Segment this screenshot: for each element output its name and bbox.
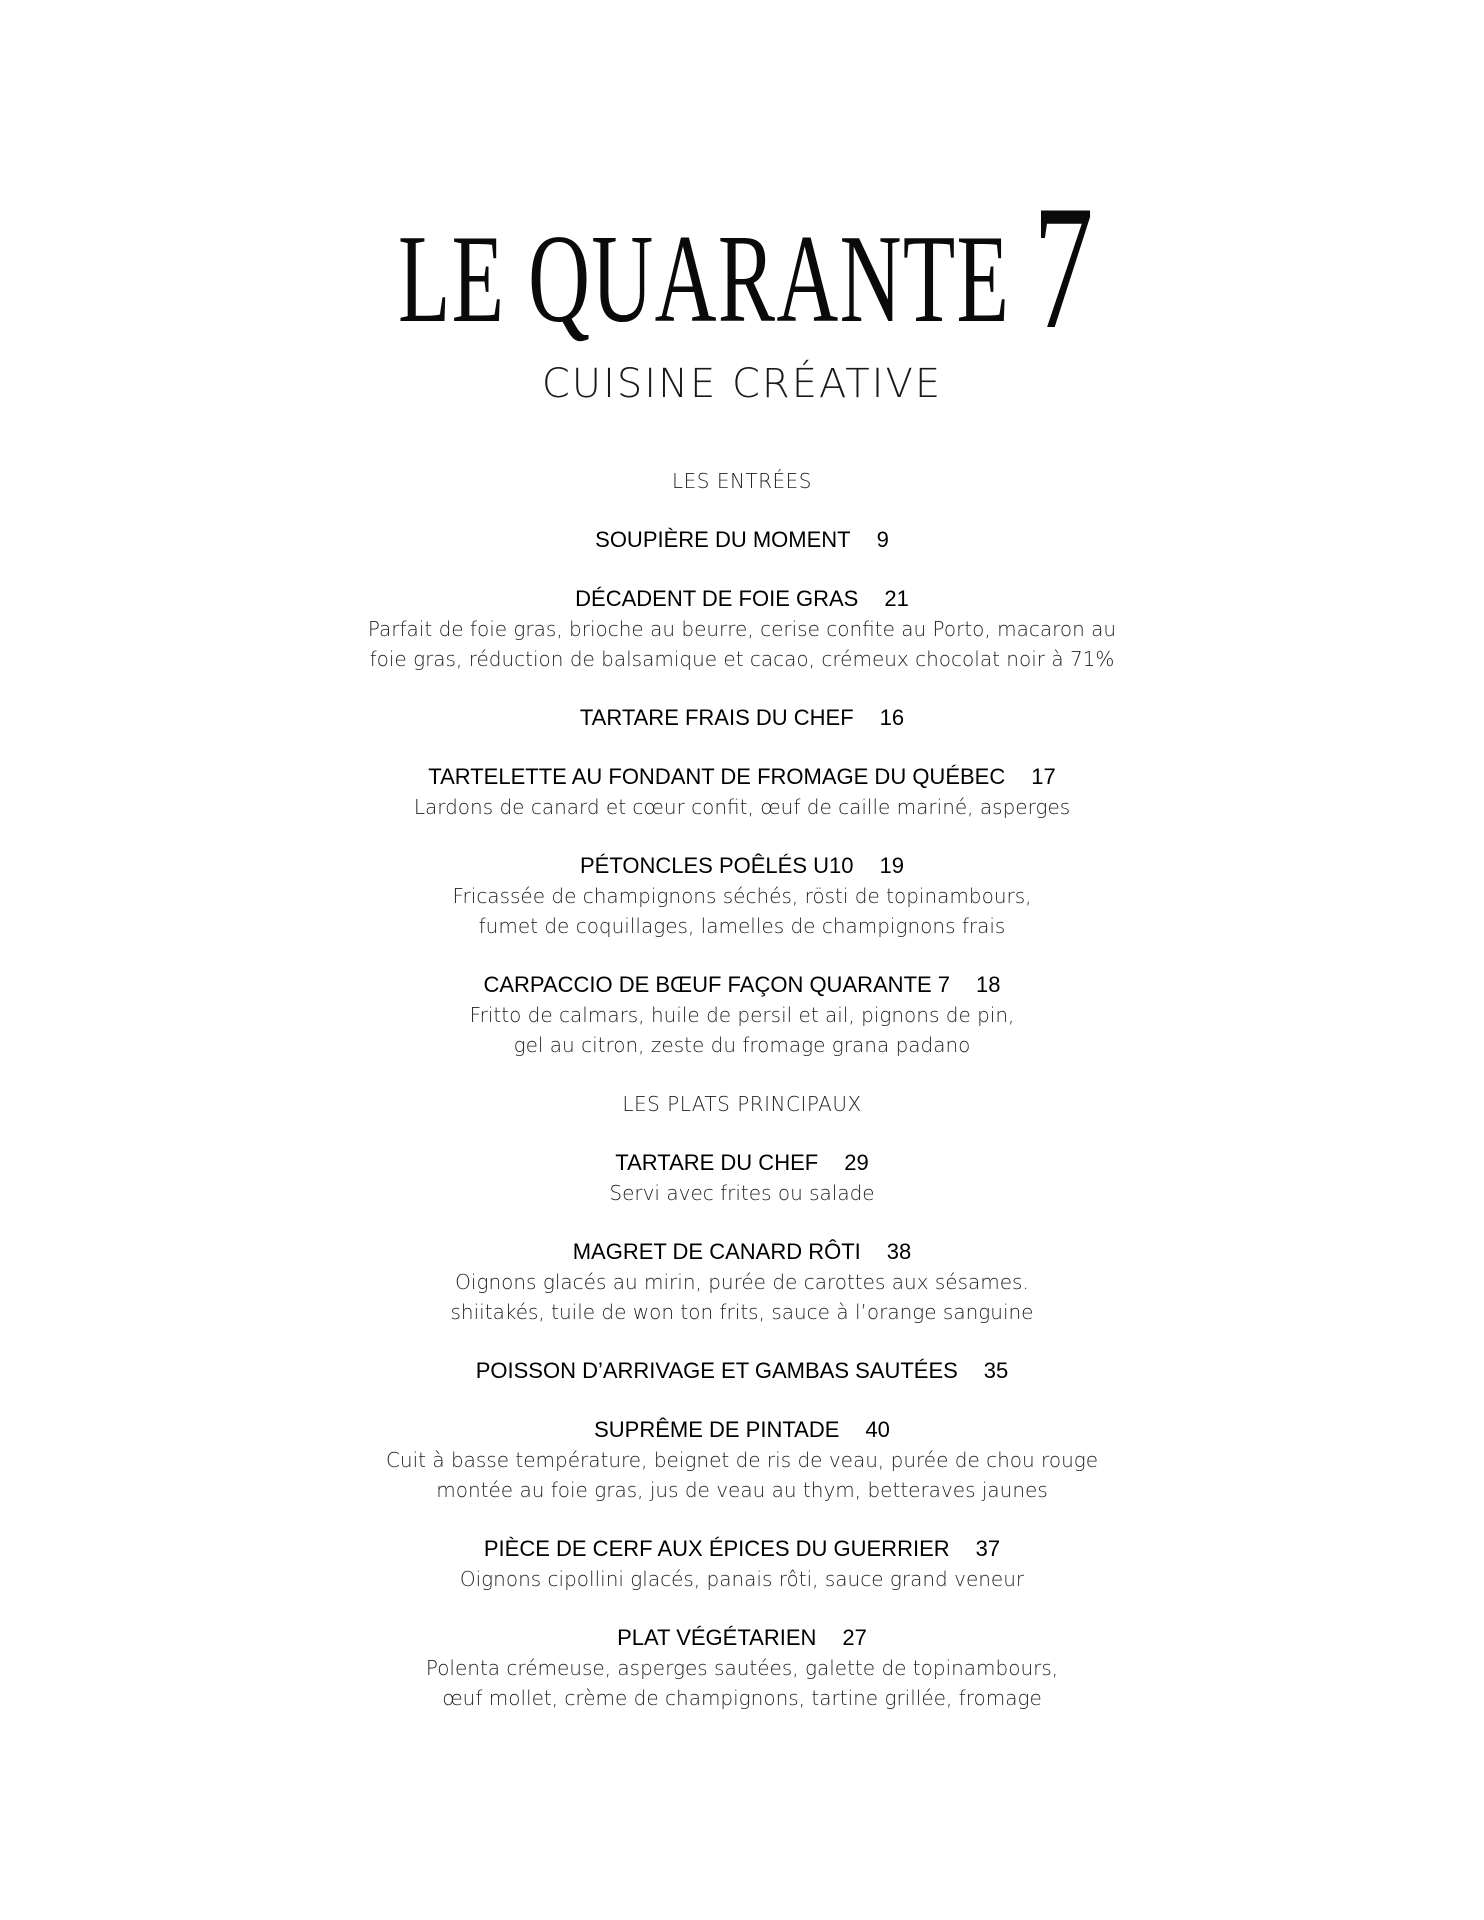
logo-name: LE QUARANTE	[397, 210, 1010, 349]
menu-item-heading	[0, 1623, 1484, 1653]
menu-item-name: POISSON D’ARRIVAGE ET GAMBAS SAUTÉES	[475, 1358, 958, 1383]
menu-item-heading	[0, 1237, 1484, 1267]
menu-item-name: CARPACCIO DE BŒUF FAÇON QUARANTE 7	[483, 972, 951, 997]
menu-item-name: TARTARE DU CHEF	[615, 1150, 819, 1175]
menu-item-price: 27	[842, 1625, 867, 1650]
restaurant-tagline: CUISINE CRÉATIVE	[541, 361, 943, 407]
menu-item-name: SUPRÊME DE PINTADE	[594, 1417, 840, 1442]
menu-item-price: 16	[879, 705, 905, 730]
menu-item-description: gel au citron, zeste du fromage grana padano	[513, 1033, 971, 1057]
menu-item-heading	[0, 525, 1484, 555]
menu-item	[0, 1534, 1484, 1594]
logo-wordmark	[397, 168, 1095, 366]
menu-item-description: fumet de coquillages, lamelles de champignons frais	[478, 914, 1006, 938]
menu-item-description: Fritto de calmars, huile de persil et ail, pignons de pin,	[469, 1003, 1015, 1027]
restaurant-logo	[0, 168, 1484, 366]
menu-item-heading	[0, 970, 1484, 1000]
menu-item-heading	[0, 703, 1484, 733]
menu-item	[0, 1148, 1484, 1208]
section-title-plats: LES PLATS PRINCIPAUX	[622, 1092, 862, 1116]
menu-item	[0, 851, 1484, 941]
logo-number: 7	[1032, 168, 1095, 366]
menu-item-price: 38	[886, 1239, 912, 1264]
menu-item-name: TARTARE FRAIS DU CHEF	[579, 705, 854, 730]
menu-item-heading	[0, 584, 1484, 614]
menu-item-description: Oignons cipollini glacés, panais rôti, sauce grand veneur	[459, 1567, 1025, 1591]
menu-item-description: shiitakés, tuile de won ton frits, sauce à l’orange sanguine	[450, 1300, 1034, 1324]
menu-content	[0, 466, 1484, 1713]
menu-item-heading	[0, 1415, 1484, 1445]
menu-item	[0, 1237, 1484, 1327]
menu-item-heading	[0, 1534, 1484, 1564]
menu-item	[0, 1356, 1484, 1386]
menu-item-name: MAGRET DE CANARD RÔTI	[572, 1239, 861, 1264]
menu-item-description: foie gras, réduction de balsamique et cacao, crémeux chocolat noir à 71%	[369, 647, 1115, 671]
menu-item-description: Servi avec frites ou salade	[609, 1181, 875, 1205]
menu-item-name: SOUPIÈRE DU MOMENT	[595, 527, 851, 552]
menu-item	[0, 525, 1484, 555]
menu-item-name: DÉCADENT DE FOIE GRAS	[575, 586, 859, 611]
menu-item	[0, 762, 1484, 822]
menu-item-description: Polenta crémeuse, asperges sautées, galette de topinambours,	[425, 1656, 1059, 1680]
menu-item	[0, 970, 1484, 1060]
menu-item	[0, 1415, 1484, 1505]
menu-item-price: 40	[865, 1417, 890, 1442]
menu-item-description: Lardons de canard et cœur confit, œuf de caille mariné, asperges	[413, 795, 1071, 819]
menu-item-heading	[0, 762, 1484, 792]
menu-item-heading	[0, 1356, 1484, 1386]
menu-item-price: 21	[884, 586, 909, 611]
section-title-entrees: LES ENTRÉES	[671, 469, 812, 493]
menu-item-name: PIÈCE DE CERF AUX ÉPICES DU GUERRIER	[483, 1536, 950, 1561]
menu-item-description: Parfait de foie gras, brioche au beurre, cerise confite au Porto, macaron au	[367, 617, 1117, 641]
menu-item-name: TARTELETTE AU FONDANT DE FROMAGE DU QUÉBEC	[428, 764, 1006, 789]
menu-item	[0, 1623, 1484, 1713]
menu-item-description: œuf mollet, crème de champignons, tartine grillée, fromage	[442, 1686, 1042, 1710]
menu-item-price: 17	[1031, 764, 1056, 789]
menu-item-description: Cuit à basse température, beignet de ris de veau, purée de chou rouge	[385, 1448, 1099, 1472]
menu-item-description: montée au foie gras, jus de veau au thym, betteraves jaunes	[436, 1478, 1048, 1502]
menu-item	[0, 584, 1484, 674]
menu-item-price: 9	[876, 527, 889, 552]
menu-item-description: Oignons glacés au mirin, purée de carottes aux sésames.	[455, 1270, 1029, 1294]
menu-item-name: PÉTONCLES POÊLÉS U10	[580, 853, 854, 878]
menu-item-price: 37	[975, 1536, 1001, 1561]
menu-item	[0, 703, 1484, 733]
menu-item-heading	[0, 851, 1484, 881]
menu-item-description: Fricassée de champignons séchés, rösti de topinambours,	[452, 884, 1032, 908]
menu-item-price: 18	[976, 972, 1001, 997]
menu-item-heading	[0, 1148, 1484, 1178]
menu-item-price: 19	[879, 853, 904, 878]
menu-item-name: PLAT VÉGÉTARIEN	[617, 1625, 817, 1650]
menu-item-price: 35	[983, 1358, 1009, 1383]
menu-item-price: 29	[844, 1150, 869, 1175]
